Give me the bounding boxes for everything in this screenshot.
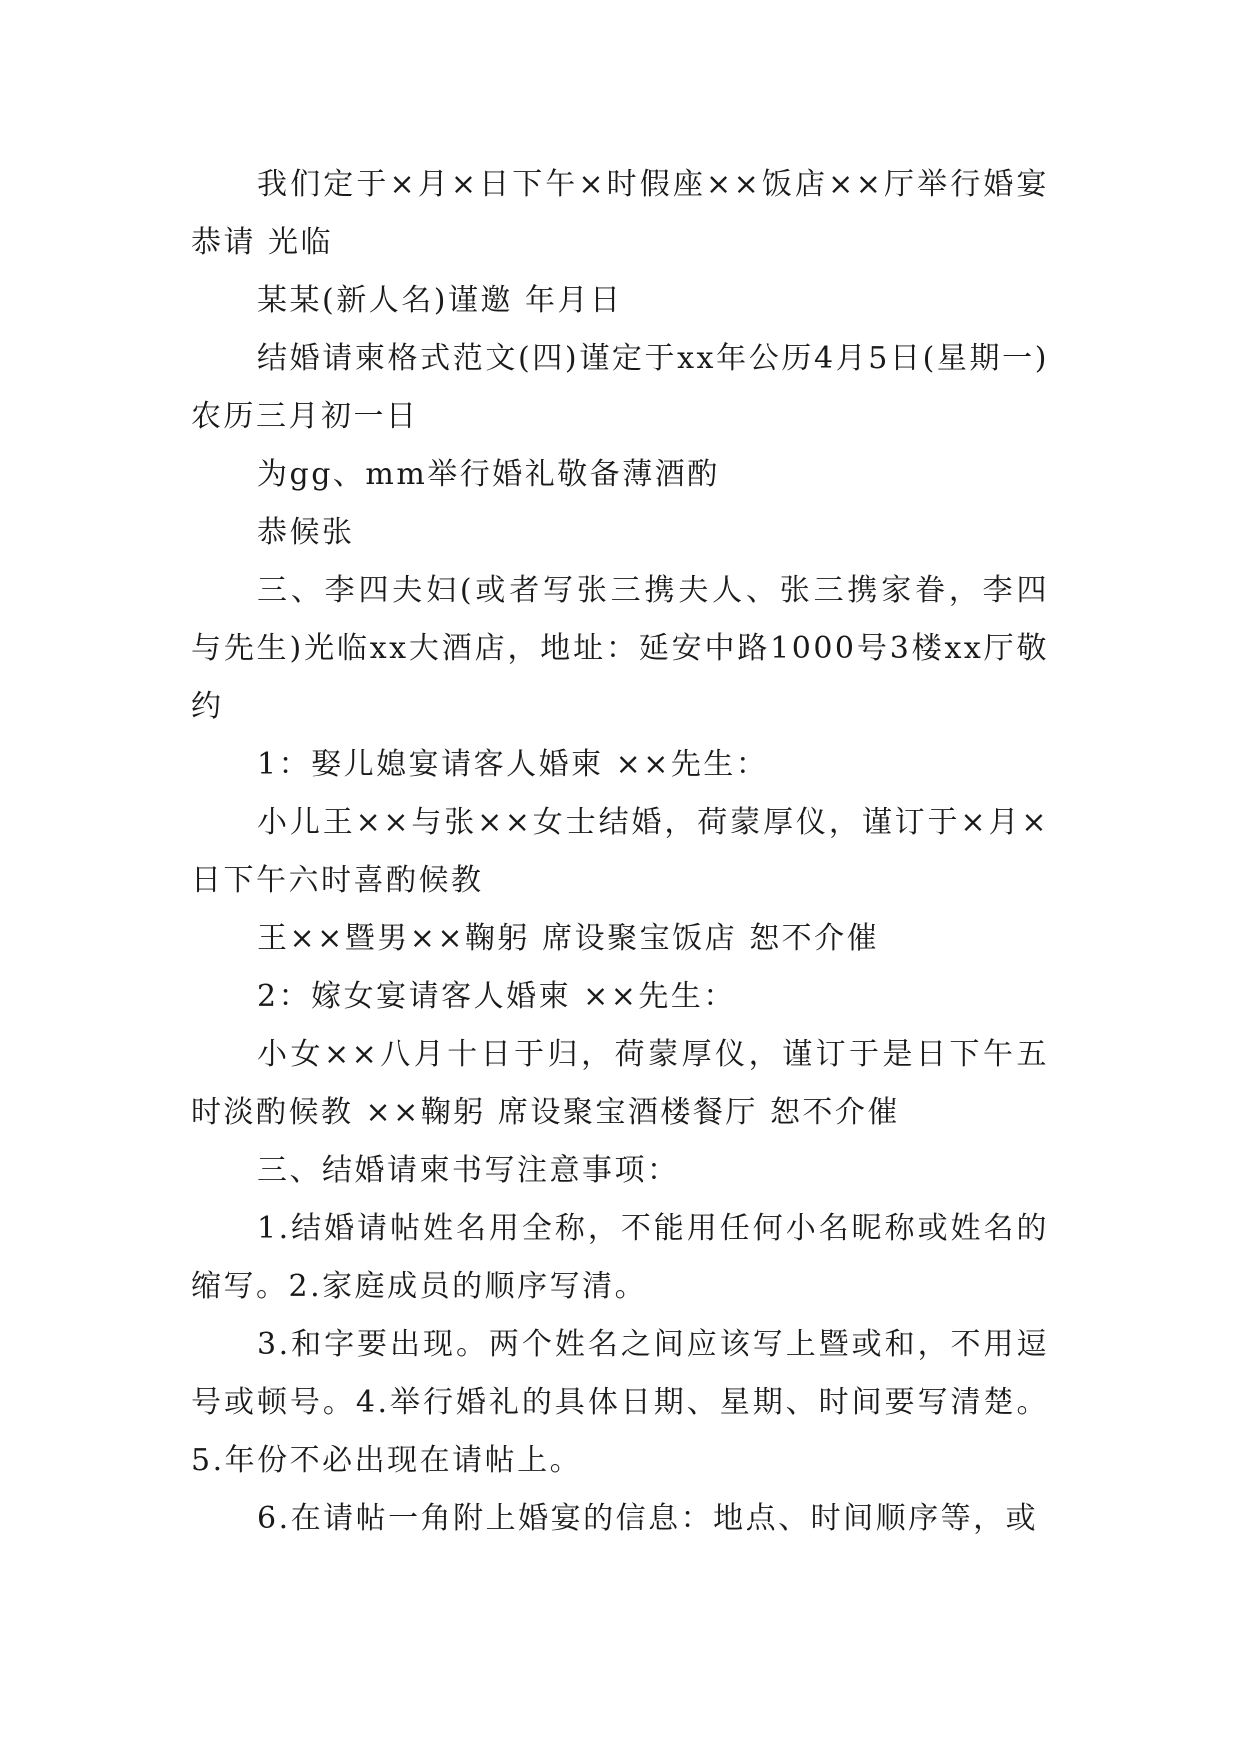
document-body (191, 156, 1049, 1548)
paragraph-notes-heading: 三、结婚请柬书写注意事项： (257, 1153, 680, 1188)
paragraph-son-wedding-body: 小儿王××与张××女士结婚，荷蒙厚仪，谨订于×月×日下午六时喜酌候教 (191, 805, 1049, 898)
paragraph-respectfully-await: 恭候张 (257, 515, 355, 550)
paragraph-sample-four: 结婚请柬格式范文(四)谨定于xx年公历4月5日(星期一)农历三月初一日 (191, 341, 1049, 434)
paragraph-note-3-5: 3.和字要出现。两个姓名之间应该写上暨或和，不用逗号或顿号。4.举行婚礼的具体日期、星期、时间要写清楚。5.年份不必出现在请帖上。 (191, 1327, 1049, 1478)
paragraph-daughter-wedding-heading: 2：嫁女宴请客人婚柬 ××先生： (257, 979, 736, 1014)
paragraph-son-wedding-sign: 王××暨男××鞠躬 席设聚宝饭店 恕不介催 (257, 921, 880, 956)
paragraph-son-wedding-heading: 1：娶儿媳宴请客人婚柬 ××先生： (257, 747, 769, 782)
paragraph-couple-address: 三、李四夫妇(或者写张三携夫人、张三携家眷，李四与先生)光临xx大酒店，地址：延安中路1000号3楼xx厅敬约 (191, 573, 1049, 724)
paragraph-note-1-2: 1.结婚请帖姓名用全称，不能用任何小名昵称或姓名的缩写。2.家庭成员的顺序写清。 (191, 1211, 1049, 1304)
paragraph-daughter-wedding-body: 小女××八月十日于归，荷蒙厚仪，谨订于是日下午五时淡酌候教 ××鞠躬 席设聚宝酒楼餐厅 恕不介催 (191, 1037, 1049, 1130)
paragraph-wedding-wine: 为gg、mm举行婚礼敬备薄酒酌 (257, 457, 720, 492)
paragraph-invitation-banquet: 我们定于×月×日下午×时假座××饭店××厅举行婚宴 恭请 光临 (191, 167, 1049, 260)
paragraph-note-6: 6.在请帖一角附上婚宴的信息：地点、时间顺序等，或 (257, 1501, 1039, 1536)
paragraph-signature-date: 某某(新人名)谨邀 年月日 (257, 283, 623, 318)
